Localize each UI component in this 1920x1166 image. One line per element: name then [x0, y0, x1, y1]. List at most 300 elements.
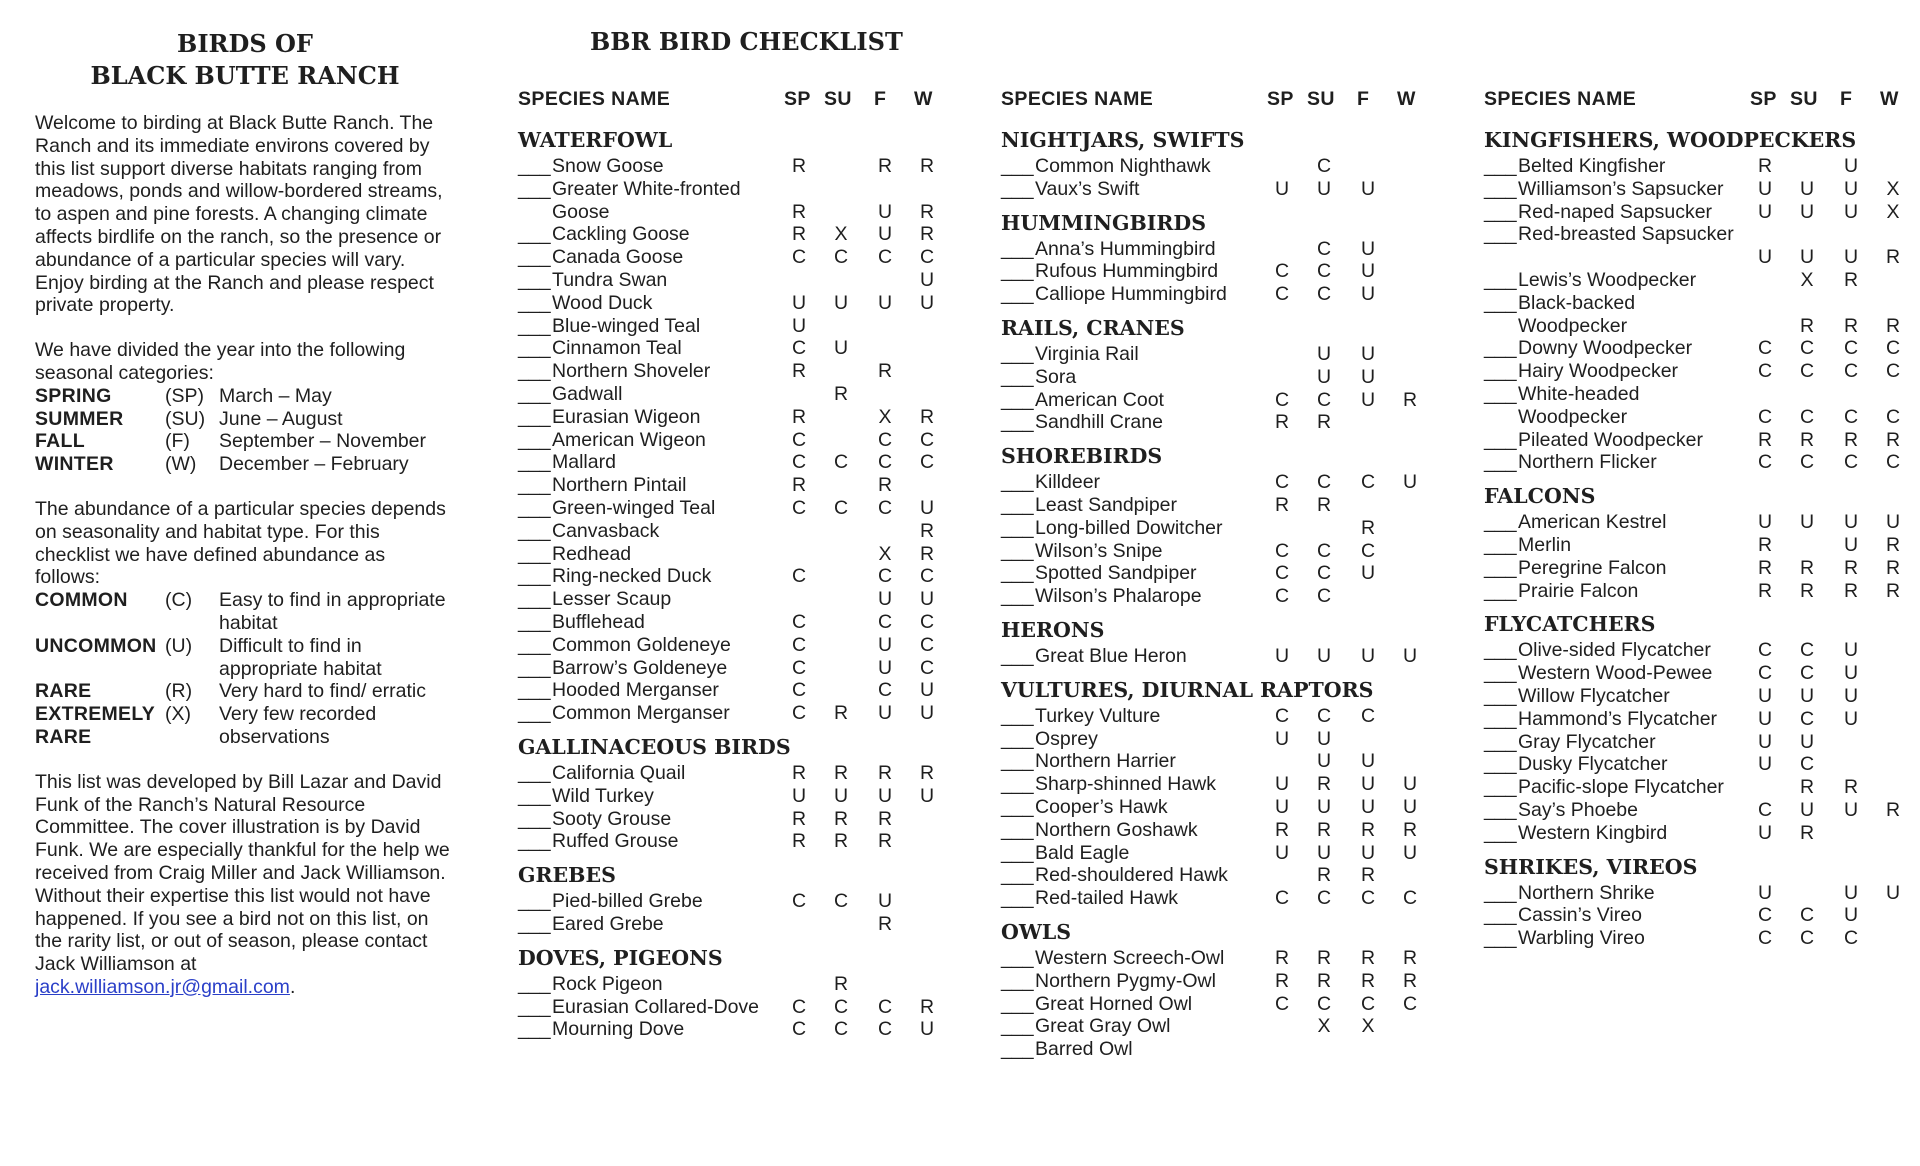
abundance-summer: X [1800, 268, 1814, 291]
abundance-fall: U [1360, 773, 1376, 796]
checkbox-blank[interactable]: ___ [1001, 704, 1034, 727]
checkbox-blank[interactable]: ___ [518, 337, 551, 360]
checkbox-blank[interactable]: ___ [1001, 750, 1034, 773]
checkbox-blank[interactable]: ___ [1484, 511, 1517, 534]
abundance-spring: U [1274, 727, 1290, 750]
abundance-winter: R [1402, 946, 1418, 969]
checkbox-blank[interactable]: ___ [1001, 471, 1034, 494]
checklist-row [1001, 178, 1421, 201]
checkbox-blank[interactable]: ___ [518, 761, 551, 784]
checklist-row [1001, 947, 1421, 970]
checklist-row [1484, 753, 1904, 776]
intro-title-line2: BLACK BUTTE RANCH [90, 61, 400, 90]
abundance-summer: U [1316, 750, 1332, 773]
checkbox-blank[interactable]: ___ [1484, 268, 1517, 291]
abundance-row [35, 589, 455, 635]
species-name: Northern Pygmy-Owl [1035, 969, 1216, 992]
abundance-winter: C [919, 565, 935, 588]
checklist-row [1001, 343, 1421, 366]
checkbox-blank[interactable]: ___ [518, 679, 551, 702]
checkbox-blank[interactable]: ___ [1484, 684, 1517, 707]
abundance-winter: R [1885, 798, 1901, 821]
email-link[interactable]: jack.williamson.jr@gmail.com [35, 975, 290, 998]
checklist-row [1484, 337, 1904, 360]
checkbox-blank[interactable]: ___ [1484, 639, 1517, 662]
abundance-fall: C [877, 428, 893, 451]
abundance-summer: R [1799, 776, 1815, 799]
abundance-spring: C [1274, 704, 1290, 727]
checkbox-blank[interactable]: ___ [1484, 730, 1517, 753]
species-name: Bald Eagle [1035, 841, 1130, 864]
checklist-row [518, 497, 938, 520]
intro-panel [35, 28, 455, 1021]
abundance-spring: C [791, 246, 807, 269]
checkbox-blank[interactable]: ___ [518, 912, 551, 935]
checklist-row [518, 762, 938, 785]
abundance-summer: C [1799, 451, 1815, 474]
species-name: Rock Pigeon [552, 972, 663, 995]
abundance-spring: C [1757, 337, 1773, 360]
checklist-row [1001, 585, 1421, 608]
checkbox-blank[interactable]: ___ [518, 542, 551, 565]
abundance-fall: U [877, 291, 893, 314]
checkbox-blank[interactable]: ___ [1484, 556, 1517, 579]
abundance-desc: Very hard to find/ erratic [219, 680, 427, 703]
abundance-summer: U [1799, 730, 1815, 753]
abundance-summer: C [1316, 283, 1332, 306]
header-species-name: SPECIES NAME [518, 88, 671, 110]
checkbox-blank[interactable]: ___ [1484, 776, 1517, 799]
abundance-summer: C [1316, 237, 1332, 260]
checklist-row [1484, 822, 1904, 845]
abundance-fall: R [1360, 946, 1376, 969]
checkbox-blank[interactable]: ___ [518, 268, 551, 291]
checkbox-blank[interactable]: ___ [1001, 493, 1034, 516]
abundance-spring: C [1274, 388, 1290, 411]
checklist-row [518, 890, 938, 913]
checkbox-blank[interactable]: ___ [1001, 818, 1034, 841]
section-title: DOVES, PIGEONS [518, 945, 723, 970]
abundance-summer: C [1799, 753, 1815, 776]
checkbox-blank[interactable]: ___ [1484, 753, 1517, 776]
abundance-winter: R [1402, 818, 1418, 841]
checkbox-blank[interactable]: ___ [518, 291, 551, 314]
abundance-fall: C [1843, 927, 1859, 950]
abundance-summer: R [1799, 579, 1815, 602]
header-species-name: SPECIES NAME [1001, 88, 1154, 110]
abundance-spring: R [1274, 946, 1290, 969]
checkbox-blank[interactable]: ___ [1484, 707, 1517, 730]
checkbox-blank[interactable]: ___ [1001, 388, 1034, 411]
species-name: Long-billed Dowitcher [1035, 516, 1223, 539]
checkbox-blank[interactable]: ___ [1484, 337, 1517, 360]
column-header [1484, 88, 1904, 118]
abundance-winter: U [1402, 795, 1418, 818]
species-section [1484, 484, 1904, 602]
checkbox-blank[interactable]: ___ [518, 995, 551, 1018]
checklist-row [1001, 887, 1421, 910]
checkbox-blank[interactable]: ___ [1484, 662, 1517, 685]
species-name: Lesser Scaup [552, 588, 672, 611]
checkbox-blank[interactable]: ___ [518, 784, 551, 807]
checkbox-blank[interactable]: ___ [1484, 927, 1517, 950]
abundance-summer: U [1799, 246, 1815, 269]
checkbox-blank[interactable]: ___ [1001, 155, 1034, 177]
checklist-row [1484, 429, 1904, 452]
seasons-row [35, 385, 455, 408]
abundance-summer: R [833, 702, 849, 725]
species-name: Gray Flycatcher [1518, 730, 1656, 753]
checkbox-blank[interactable]: ___ [1001, 644, 1034, 667]
abundance-spring: C [1274, 283, 1290, 306]
abundance-fall: R [877, 474, 893, 497]
abundance-spring: C [791, 890, 807, 913]
abundance-desc: Very few recorded observations [219, 703, 377, 748]
abundance-fall: U [1360, 750, 1376, 773]
checkbox-blank[interactable]: ___ [1001, 992, 1034, 1015]
checkbox-blank[interactable]: ___ [518, 246, 551, 269]
section-title: NIGHTJARS, SWIFTS [1001, 128, 1245, 152]
species-name: Lewis’s Woodpecker [1518, 268, 1697, 291]
species-name: Canada Goose [552, 246, 684, 269]
checkbox-blank[interactable]: ___ [1484, 360, 1517, 383]
checkbox-blank[interactable]: ___ [1001, 539, 1034, 562]
checklist-row [1001, 842, 1421, 865]
checkbox-blank[interactable]: ___ [1001, 969, 1034, 992]
species-name: Great Gray Owl [1035, 1015, 1171, 1038]
species-name: Greater White-fronted Goose [552, 177, 741, 223]
checklist-row [1484, 155, 1904, 178]
abundance-winter: R [1402, 388, 1418, 411]
checkbox-blank[interactable]: ___ [1001, 773, 1034, 796]
abundance-fall: R [1843, 428, 1859, 451]
header-fall: F [874, 88, 887, 110]
checkbox-blank[interactable]: ___ [1484, 798, 1517, 821]
checklist-row [518, 830, 938, 853]
abundance-fall: U [877, 784, 893, 807]
checkbox-blank[interactable]: ___ [1001, 342, 1034, 365]
abundance-winter: R [1402, 969, 1418, 992]
abundance-spring: R [791, 200, 807, 223]
checkbox-blank[interactable]: ___ [518, 610, 551, 633]
species-name: Snow Goose [552, 155, 664, 177]
checklist-row [518, 315, 938, 338]
seasons-code: (F) [165, 430, 190, 453]
checkbox-blank[interactable]: ___ [1001, 795, 1034, 818]
checkbox-blank[interactable]: ___ [1001, 841, 1034, 864]
abundance-fall: U [1360, 562, 1376, 585]
species-name: Gadwall [552, 382, 623, 405]
checkbox-blank[interactable]: ___ [1001, 260, 1034, 283]
checklist-row [518, 383, 938, 406]
abundance-summer: C [1316, 992, 1332, 1015]
abundance-spring: U [1757, 511, 1773, 534]
checklist-row [518, 634, 938, 657]
abundance-fall: C [1843, 337, 1859, 360]
abundance-winter: U [919, 702, 935, 725]
header-summer: SU [824, 88, 852, 110]
abundance-spring: C [1757, 904, 1773, 927]
abundance-name: RARE [35, 680, 92, 703]
abundance-spring: R [1757, 533, 1773, 556]
checkbox-blank[interactable]: ___ [518, 451, 551, 474]
checkbox-blank[interactable]: ___ [518, 405, 551, 428]
species-name: Williamson’s Sapsucker [1518, 177, 1724, 200]
checkbox-blank[interactable]: ___ [518, 519, 551, 542]
checkbox-blank[interactable]: ___ [1484, 291, 1517, 314]
species-name: Downy Woodpecker [1518, 337, 1693, 360]
abundance-spring: R [791, 360, 807, 383]
abundance-winter: U [919, 784, 935, 807]
abundance-winter: R [1885, 533, 1901, 556]
species-name: Merlin [1518, 533, 1572, 556]
checkbox-blank[interactable]: ___ [518, 972, 551, 995]
species-name: Cinnamon Teal [552, 337, 682, 360]
checkbox-blank[interactable]: ___ [518, 807, 551, 830]
checkbox-blank[interactable]: ___ [518, 360, 551, 383]
species-name: Barred Owl [1035, 1038, 1133, 1061]
checkbox-blank[interactable]: ___ [518, 702, 551, 725]
abundance-fall: R [1360, 864, 1376, 887]
checkbox-blank[interactable]: ___ [518, 382, 551, 405]
abundance-code: (C) [165, 589, 193, 612]
species-name: American Coot [1035, 388, 1164, 411]
abundance-spring: C [1274, 562, 1290, 585]
abundance-spring: C [791, 656, 807, 679]
checkbox-blank[interactable]: ___ [1001, 283, 1034, 306]
species-name: Turkey Vulture [1035, 704, 1161, 727]
abundance-winter: R [919, 223, 935, 246]
species-name: Red-breasted Sapsucker [1518, 223, 1734, 246]
checkbox-blank[interactable]: ___ [518, 633, 551, 656]
abundance-fall: U [877, 890, 893, 913]
checkbox-blank[interactable]: ___ [518, 474, 551, 497]
abundance-winter: U [1402, 773, 1418, 796]
checklist-row [1484, 639, 1904, 662]
abundance-spring: U [1757, 821, 1773, 844]
checkbox-blank[interactable]: ___ [518, 588, 551, 611]
section-title: KINGFISHERS, WOODPECKERS [1484, 128, 1857, 152]
abundance-name: COMMON [35, 589, 128, 612]
checklist-row [518, 155, 938, 178]
checkbox-blank[interactable]: ___ [1001, 1038, 1034, 1061]
checklist-row [518, 269, 938, 292]
checkbox-blank[interactable]: ___ [1001, 365, 1034, 388]
abundance-winter: C [1402, 887, 1418, 910]
checklist-row [518, 1018, 938, 1041]
abundance-fall: C [1843, 360, 1859, 383]
abundance-spring: U [1274, 773, 1290, 796]
abundance-spring: C [1757, 451, 1773, 474]
checkbox-blank[interactable]: ___ [1001, 946, 1034, 969]
species-name: Sandhill Crane [1035, 411, 1163, 434]
section-title: HUMMINGBIRDS [1001, 210, 1206, 235]
abundance-spring: R [1274, 411, 1290, 434]
abundance-spring: C [791, 702, 807, 725]
checklist-row [518, 337, 938, 360]
checklist-row [518, 246, 938, 269]
checklist-row [1484, 511, 1904, 534]
checkbox-blank[interactable]: ___ [1484, 904, 1517, 927]
checkbox-blank[interactable]: ___ [518, 223, 551, 246]
abundance-fall: C [877, 496, 893, 519]
checkbox-blank[interactable]: ___ [1484, 821, 1517, 844]
species-name: Willow Flycatcher [1518, 684, 1670, 707]
checkbox-blank[interactable]: ___ [1484, 881, 1517, 904]
checklist-row [1484, 178, 1904, 201]
checkbox-blank[interactable]: ___ [1001, 177, 1034, 200]
abundance-winter: U [1402, 471, 1418, 494]
checkbox-blank[interactable]: ___ [1001, 516, 1034, 539]
seasons-name: SPRING [35, 384, 112, 407]
checklist-row [1484, 882, 1904, 905]
species-name: Wilson’s Phalarope [1035, 585, 1202, 608]
species-name: Pileated Woodpecker [1518, 428, 1704, 451]
abundance-winter: C [1885, 337, 1901, 360]
section-title: WATERFOWL [518, 128, 673, 152]
abundance-spring: C [791, 679, 807, 702]
species-name: Wood Duck [552, 291, 653, 314]
abundance-row [35, 680, 455, 703]
species-name: Wild Turkey [552, 784, 654, 807]
abundance-winter: C [919, 246, 935, 269]
abundance-summer: C [1799, 337, 1815, 360]
seasons-list [35, 385, 455, 476]
checkbox-blank[interactable]: ___ [1001, 585, 1034, 608]
abundance-winter: U [1885, 881, 1901, 904]
checkbox-blank[interactable]: ___ [1484, 200, 1517, 223]
checkbox-blank[interactable]: ___ [1001, 1015, 1034, 1038]
abundance-spring: U [791, 784, 807, 807]
checkbox-blank[interactable]: ___ [518, 890, 551, 913]
checkbox-blank[interactable]: ___ [1484, 579, 1517, 602]
species-name: Barrow’s Goldeneye [552, 656, 728, 679]
abundance-summer: U [1799, 798, 1815, 821]
abundance-spring: C [1274, 992, 1290, 1015]
abundance-winter: R [1885, 579, 1901, 602]
abundance-name: UNCOMMON [35, 634, 157, 657]
abundance-summer: C [1316, 388, 1332, 411]
checkbox-blank[interactable]: ___ [1484, 533, 1517, 556]
abundance-fall: U [1360, 260, 1376, 283]
abundance-fall: C [1843, 451, 1859, 474]
checklist-row [1001, 645, 1421, 668]
checklist-row [1001, 970, 1421, 993]
abundance-summer: U [1316, 727, 1332, 750]
checklist-row [1001, 750, 1421, 773]
checkbox-blank[interactable]: ___ [1001, 727, 1034, 750]
checkbox-blank[interactable]: ___ [518, 314, 551, 337]
checkbox-blank[interactable]: ___ [1484, 382, 1517, 405]
abundance-summer: R [833, 807, 849, 830]
abundance-code: (R) [165, 680, 193, 703]
abundance-summer: U [1799, 177, 1815, 200]
section-title: SHRIKES, VIREOS [1484, 854, 1698, 879]
intro-title-line1: BIRDS OF [177, 29, 313, 58]
abundance-summer: C [1799, 904, 1815, 927]
seasons-code: (SP) [165, 384, 204, 407]
abundance-summer: C [833, 995, 849, 1018]
section-title: FALCONS [1484, 484, 1596, 509]
checklist-row [518, 406, 938, 429]
species-section [1001, 444, 1421, 608]
abundance-fall: C [877, 1018, 893, 1041]
checklist-row [518, 973, 938, 996]
checkbox-blank[interactable]: ___ [518, 496, 551, 519]
species-section [518, 863, 938, 936]
checkbox-blank[interactable]: ___ [1484, 155, 1517, 177]
checkbox-blank[interactable]: ___ [518, 656, 551, 679]
abundance-summer: C [1316, 704, 1332, 727]
checklist-row [1484, 534, 1904, 557]
header-fall: F [1357, 88, 1370, 110]
abundance-summer: R [833, 761, 849, 784]
checklist-row [518, 451, 938, 474]
checkbox-blank[interactable]: ___ [518, 1018, 551, 1041]
checkbox-blank[interactable]: ___ [518, 565, 551, 588]
abundance-intro: The abundance of a particular species depends on seasonality and habitat type. For this checklist we have defined abundance as follows: [35, 497, 446, 589]
checkbox-blank[interactable]: ___ [1484, 177, 1517, 200]
checklist-row [1484, 557, 1904, 580]
checkbox-blank[interactable]: ___ [1484, 223, 1517, 246]
abundance-desc: Easy to find in appropriate habitat [219, 589, 446, 634]
checkbox-blank[interactable]: ___ [1001, 237, 1034, 260]
species-name: Sora [1035, 365, 1077, 388]
species-name: Olive-sided Flycatcher [1518, 639, 1711, 662]
abundance-fall: C [1843, 405, 1859, 428]
abundance-spring: C [1274, 887, 1290, 910]
abundance-fall: U [1360, 177, 1376, 200]
header-spring: SP [1750, 88, 1777, 110]
checkbox-blank[interactable]: ___ [1484, 451, 1517, 474]
abundance-fall: R [877, 761, 893, 784]
checkbox-blank[interactable]: ___ [518, 177, 551, 200]
checkbox-blank[interactable]: ___ [1001, 411, 1034, 434]
species-name: Hooded Merganser [552, 679, 719, 702]
checkbox-blank[interactable]: ___ [518, 428, 551, 451]
checkbox-blank[interactable]: ___ [518, 830, 551, 853]
abundance-spring: C [1274, 260, 1290, 283]
seasons-name: WINTER [35, 453, 114, 476]
abundance-winter: X [1886, 200, 1900, 223]
checkbox-blank[interactable]: ___ [1001, 887, 1034, 910]
checkbox-blank[interactable]: ___ [1484, 428, 1517, 451]
species-name: Cassin’s Vireo [1518, 904, 1642, 927]
abundance-name: EXTREMELY RARE [35, 703, 155, 748]
abundance-spring: C [791, 451, 807, 474]
species-name: Western Kingbird [1518, 821, 1668, 844]
abundance-summer: R [1316, 946, 1332, 969]
abundance-spring: C [791, 995, 807, 1018]
credits-end: . [289, 975, 296, 998]
abundance-summer: R [1799, 821, 1815, 844]
species-name: Mourning Dove [552, 1018, 685, 1041]
abundance-summer: U [1316, 644, 1332, 667]
checkbox-blank[interactable]: ___ [1001, 864, 1034, 887]
abundance-spring: U [1757, 177, 1773, 200]
checkbox-blank[interactable]: ___ [1001, 562, 1034, 585]
checkbox-blank[interactable]: ___ [518, 155, 551, 177]
species-name: Warbling Vireo [1518, 927, 1645, 950]
checklist-row [1001, 155, 1421, 178]
abundance-spring: U [1757, 684, 1773, 707]
species-name: Hammond’s Flycatcher [1518, 707, 1718, 730]
abundance-summer: C [1799, 360, 1815, 383]
abundance-fall: R [877, 807, 893, 830]
abundance-fall: C [1360, 992, 1376, 1015]
abundance-fall: R [877, 155, 893, 177]
species-name: Sharp-shinned Hawk [1035, 773, 1217, 796]
